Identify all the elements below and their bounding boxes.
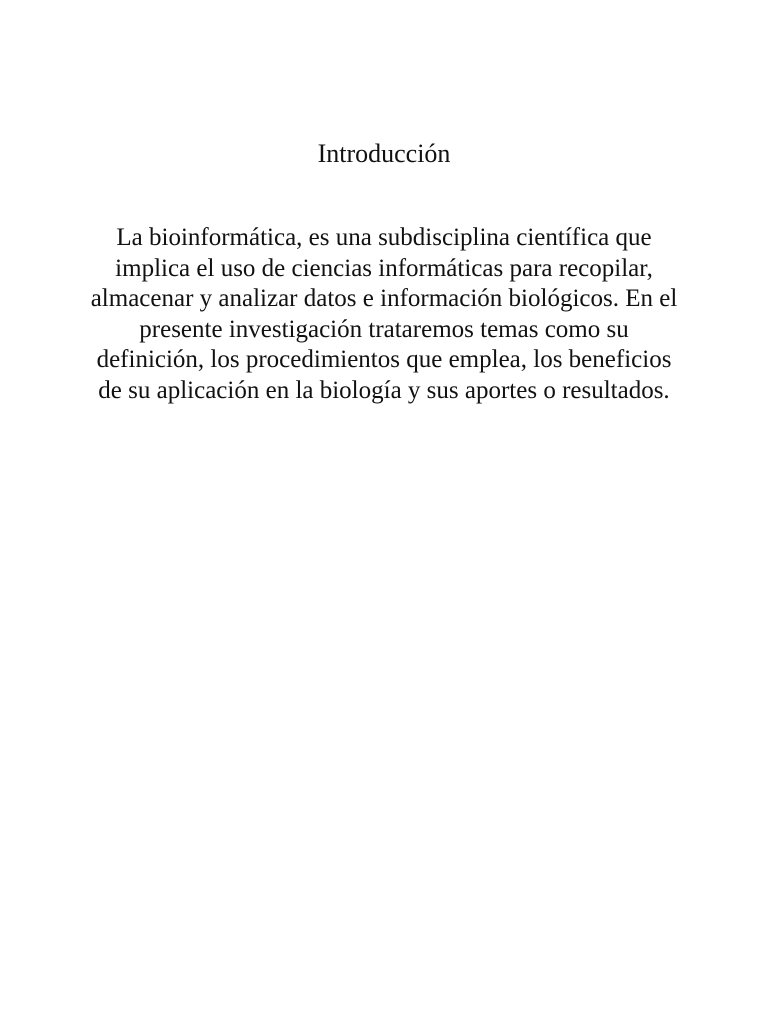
- paragraph-line: implica el uso de ciencias informáticas para recopilar,: [115, 254, 653, 282]
- page-title: Introducción: [317, 139, 451, 168]
- paragraph-line: de su aplicación en la biología y sus aportes o resultados.: [98, 376, 670, 404]
- paragraph-line: La bioinformática, es una subdisciplina científica que: [116, 224, 652, 251]
- paragraph-line: almacenar y analizar datos e información biológicos. En el: [90, 285, 678, 312]
- paragraph-line: presente investigación trataremos temas como su: [139, 315, 629, 343]
- intro-paragraph: [30, 223, 738, 406]
- paragraph-line: definición, los procedimientos que emplea, los beneficios: [96, 346, 672, 373]
